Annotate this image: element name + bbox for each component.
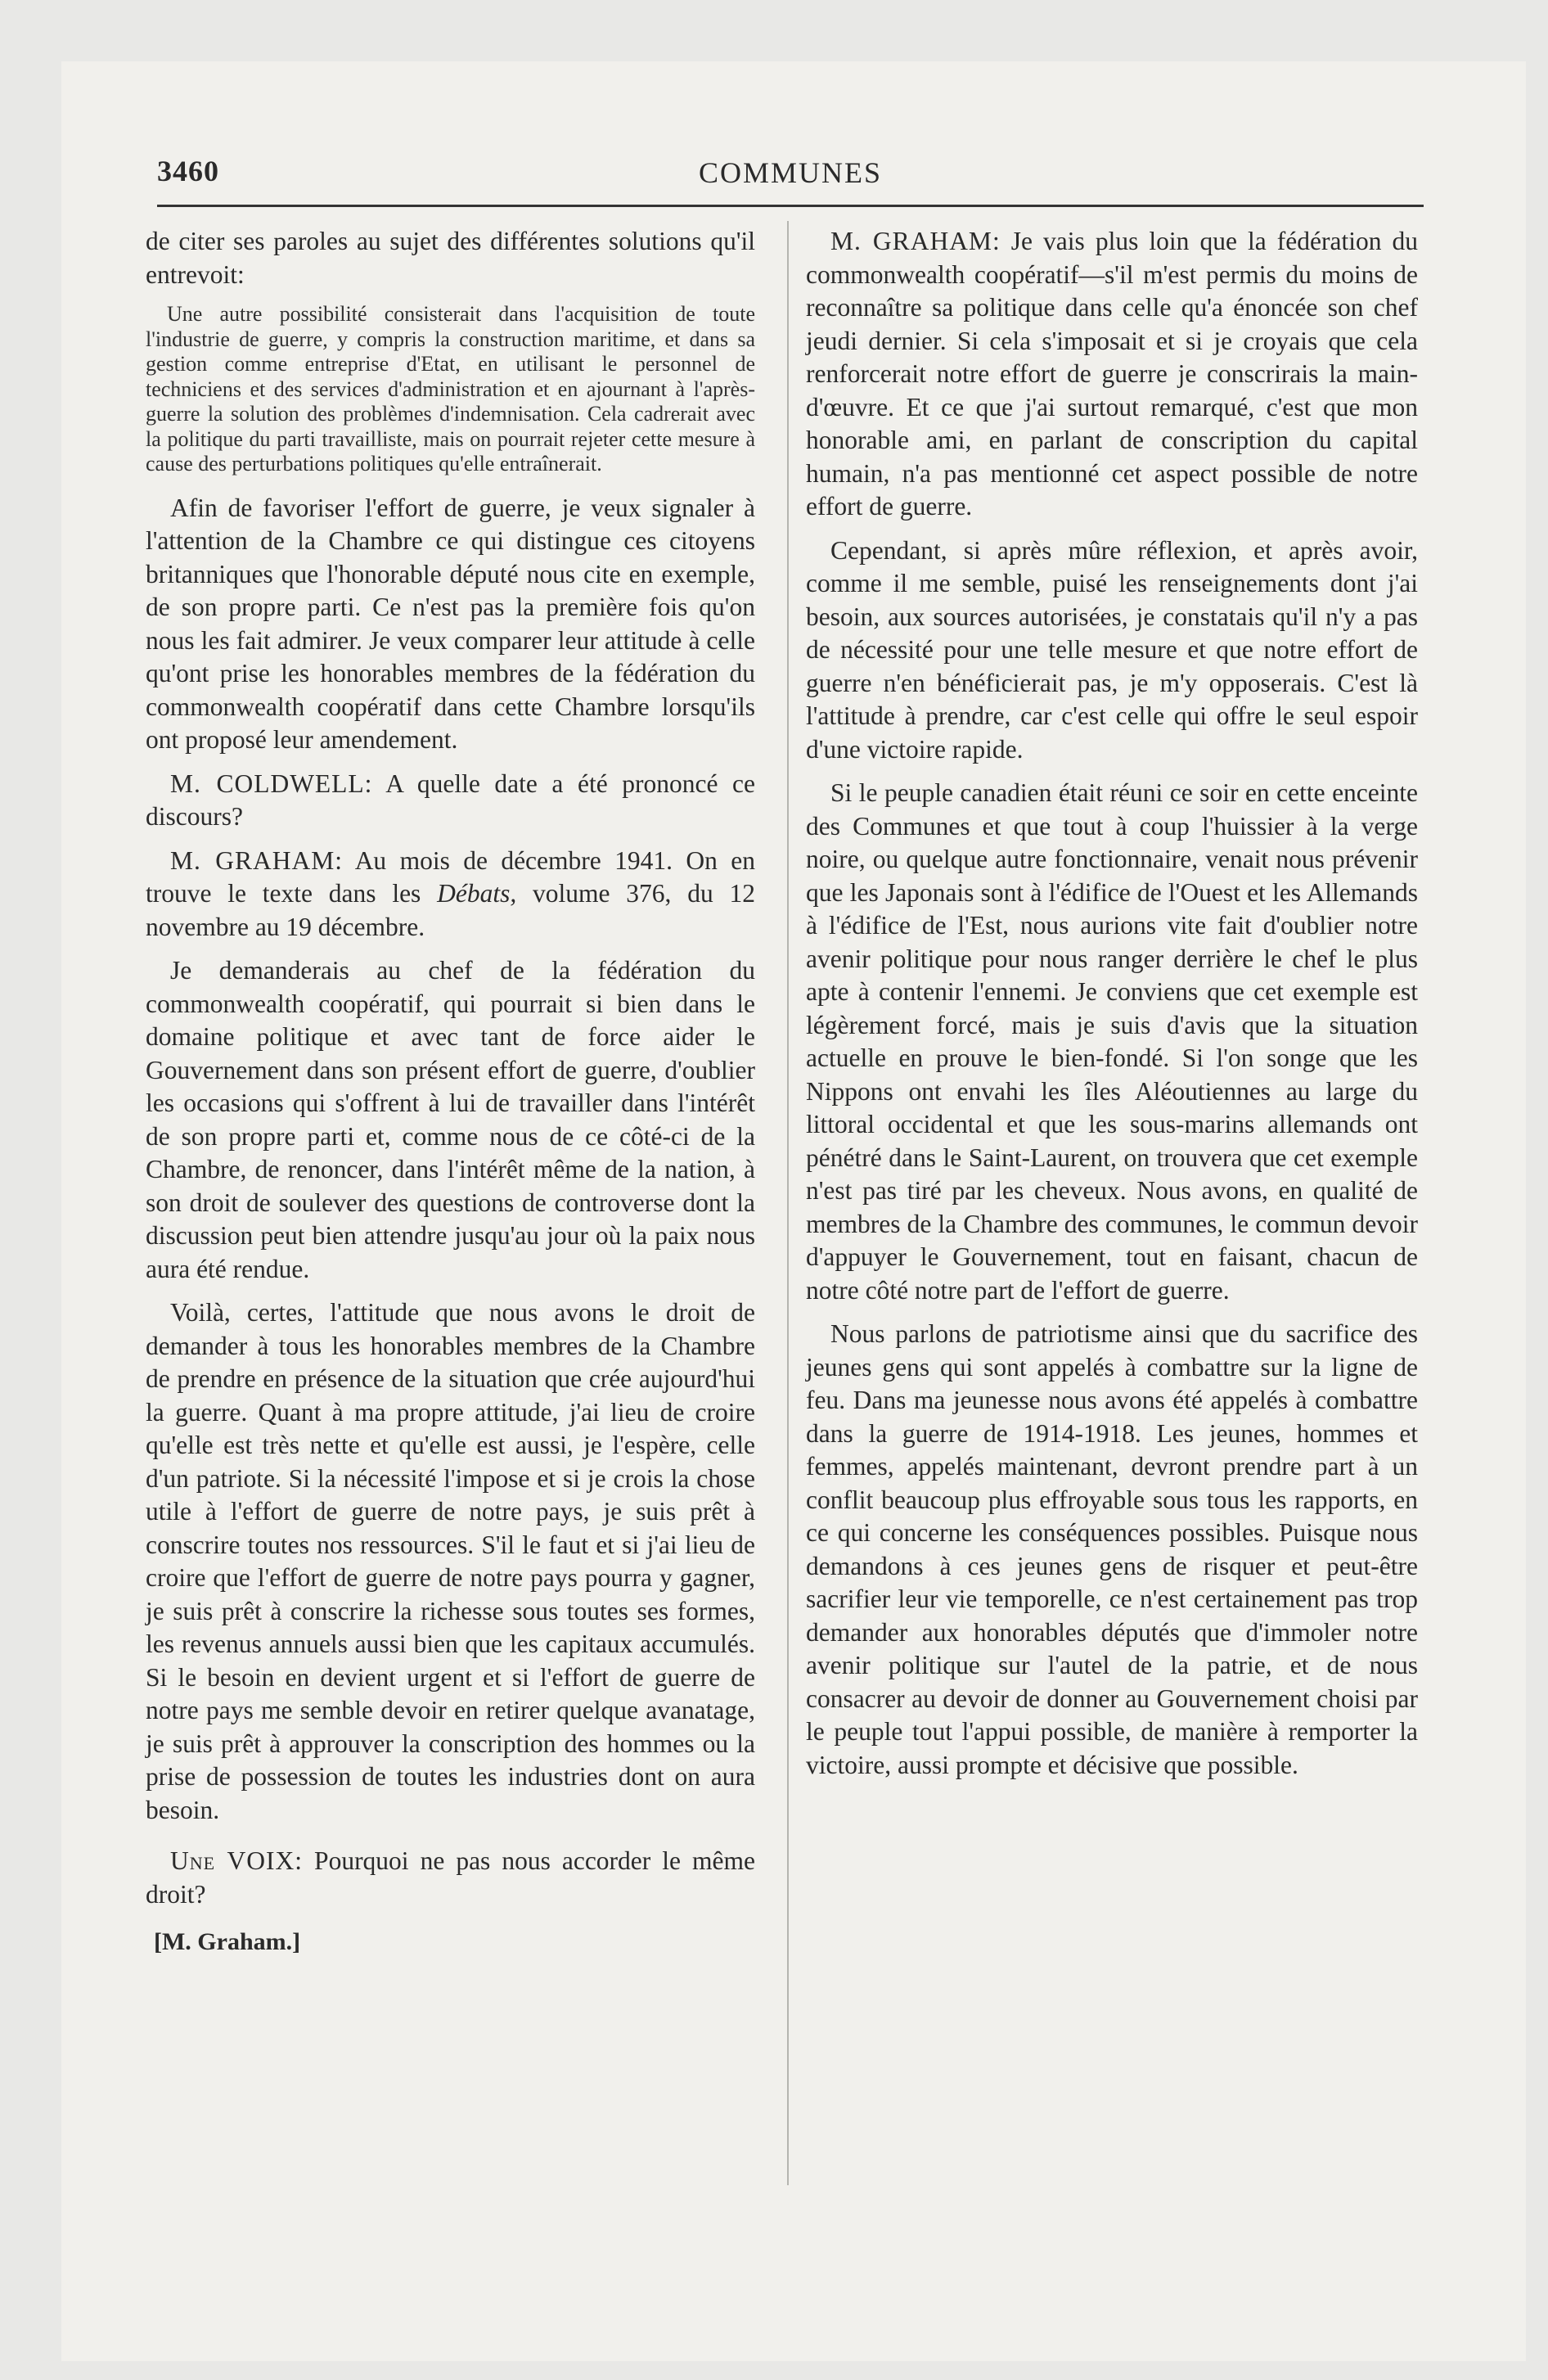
paragraph: Afin de favoriser l'effort de guerre, je veux signaler à l'attention de la Chambre ce qui distingue ces citoyens britanniques que l'honorable député nous cite en exemple, de son propre parti. Ce n'est pas la première fois qu'on nous les fait admirer. Je veux comparer leur attitude à celle qu'ont prise les honorables membres de la fédération du commonwealth coopératif dans cette Chambre lorsqu'ils ont proposé leur amendement. [146, 493, 755, 754]
paragraph: Cependant, si après mûre réflexion, et après avoir, comme il me semble, puisé les renseignements dont j'ai besoin, aux sources autorisées, je constatais qu'il n'y a pas de nécessité pour une telle mesure et que notre effort de guerre n'en bénéficierait pas, je m'y opposerais. C'est là l'attitude à prendre, car c'est celle qui offre le seul espoir d'une victoire rapide. [806, 535, 1418, 764]
page-number: 3460 [157, 155, 219, 187]
paragraph: Si le peuple canadien était réuni ce soir en cette enceinte des Communes et que tout à coup l'huissier à la verge noire, ou quelque autre fonctionnaire, venait nous prévenir que les Japonais sont à l'édifice de l'Ouest et les Allemands à l'édifice de l'Est, nous aurions vite fait d'oublier notre avenir politique pour nous ranger derrière le chef le plus apte à contenir l'ennemi. Je conviens que cet exemple est légèrement forcé, mais je suis d'avis que la situation actuelle en prouve le bien-fondé. Si l'on songe que les Nippons ont envahi les îles Aléoutiennes au large du littoral occidental et que les sous-marins allemands ont pénétré dans le Saint-Laurent, on trouvera que cet exemple n'est pas tiré par les cheveux. Nous avons, en qualité de membres de la Chambre des communes, le commun devoir d'appuyer le Gouvernement, tout en faisant, chacun de notre côté notre part de l'effort de guerre. [806, 778, 1418, 1305]
header-rule [157, 205, 1424, 207]
right-column [806, 225, 1418, 1792]
speaker-name: M. GRAHAM: [830, 227, 1001, 255]
speech-text: Je vais plus loin que la fédération du commonwealth coopératif—s'il m'est permis du moins de reconnaître sa politique dans celle qu'a énoncée son chef jeudi dernier. Si cela s'imposait et si je croyais que cela renforcerait notre effort de guerre je conscrirais la main-d'œuvre. Et ce que j'ai surtout remarqué, c'est que mon honorable ami, en parlant de conscription du capital humain, n'a pas mentionné cet aspect possible de notre effort de guerre. [806, 227, 1419, 521]
speaker-name: Une VOIX: [170, 1846, 304, 1875]
speech-text: Au mois de décembre 1941. On en trouve le texte dans les [146, 845, 755, 908]
speaker-name: M. COLDWELL: [170, 769, 373, 798]
publication-title: Débats, [437, 879, 517, 908]
column-divider [787, 221, 789, 2185]
speech-text: Pourquoi ne pas nous accorder le même droit? [146, 1846, 756, 1909]
page-header [157, 147, 1424, 196]
running-head: COMMUNES [698, 156, 883, 189]
paragraph: Je demanderais au chef de la fédération du commonwealth coopératif, qui pourrait si bien dans le domaine politique et avec tant de force aider le Gouvernement dans son présent effort de guerre, d'oublier les occasions qui s'offrent à lui de travailler dans l'intérêt de son propre parti et, comme nous de ce côté-ci de la Chambre, de renoncer, dans l'intérêt même de la nation, à son droit de soulever des questions de controverse dont la discussion peut bien attendre jusqu'au jour où la paix nous aura été rendue. [146, 956, 755, 1283]
coldwell-intervention [146, 768, 755, 834]
quoted-passage: Une autre possibilité consisterait dans l'acquisition de toute l'industrie de guerre, y compris la construction maritime, et dans sa gestion comme entreprise d'Etat, en utilisant le personnel de techniciens et des services d'administration et en ajournant à l'après-guerre la solution des problèmes d'indemnisation. Cela cadrerait avec la politique du parti travailliste, mais on pourrait rejeter cette mesure à cause des perturbations politiques qu'elle entraînerait. [146, 302, 755, 476]
graham-reply [146, 845, 755, 944]
speaker-name: M. GRAHAM: [170, 845, 344, 875]
graham-speech [806, 225, 1418, 524]
speaker-footer: [M. Graham.] [154, 1928, 301, 1955]
paragraph: Voilà, certes, l'attitude que nous avons le droit de demander à tous les honorables membres de la Chambre de prendre en présence de la situation que crée aujourd'hui la guerre. Quant à ma propre attitude, j'ai lieu de croire qu'elle est très nette et qu'elle est aussi, je l'espère, celle d'un patriote. Si la nécessité l'impose et si je crois la chose utile à l'effort de guerre de notre pays, je suis prêt à conscrire toutes nos ressources. S'il le faut et si j'ai lieu de croire que l'effort de guerre de notre pays pourra y gagner, je suis prêt à conscrire la richesse sous toutes ses formes, les revenus annuels aussi bien que les capitaux accumulés. Si le besoin en devient urgent et si l'effort de guerre de notre pays me semble devoir en retirer quelque avanatage, je suis prêt à approuver la conscription des hommes ou la prise de possession de toutes les industries dont on aura besoin. [146, 1298, 755, 1824]
left-column [146, 225, 755, 1959]
voix-intervention [146, 1845, 755, 1911]
paragraph: Nous parlons de patriotisme ainsi que du sacrifice des jeunes gens qui sont appelés à combattre sur la ligne de feu. Dans ma jeunesse nous avons été appelés à combattre dans la guerre de 1914-1918. Les jeunes, hommes et femmes, appelés maintenant, devront prendre part à un conflit beaucoup plus effroyable sous tous les rapports, en ce qui concerne les conséquences possibles. Puisque nous demandons à ces jeunes gens de risquer et peut-être sacrifier leur vie temporelle, ce n'est certainement pas trop demander aux honorables députés que d'immoler notre avenir politique sur l'autel de la patrie, et de nous consacrer au devoir de donner au Gouvernement choisi par le peuple tout l'appui possible, de manière à remporter la victoire, aussi prompte et décisive que possible. [806, 1319, 1418, 1779]
speech-text: A quelle date a été prononcé ce discours? [146, 769, 755, 831]
speech-text: volume 376, du 12 novembre au 19 décembre. [146, 879, 756, 941]
intro-paragraph: de citer ses paroles au sujet des différentes solutions qu'il entrevoit: [146, 227, 755, 289]
